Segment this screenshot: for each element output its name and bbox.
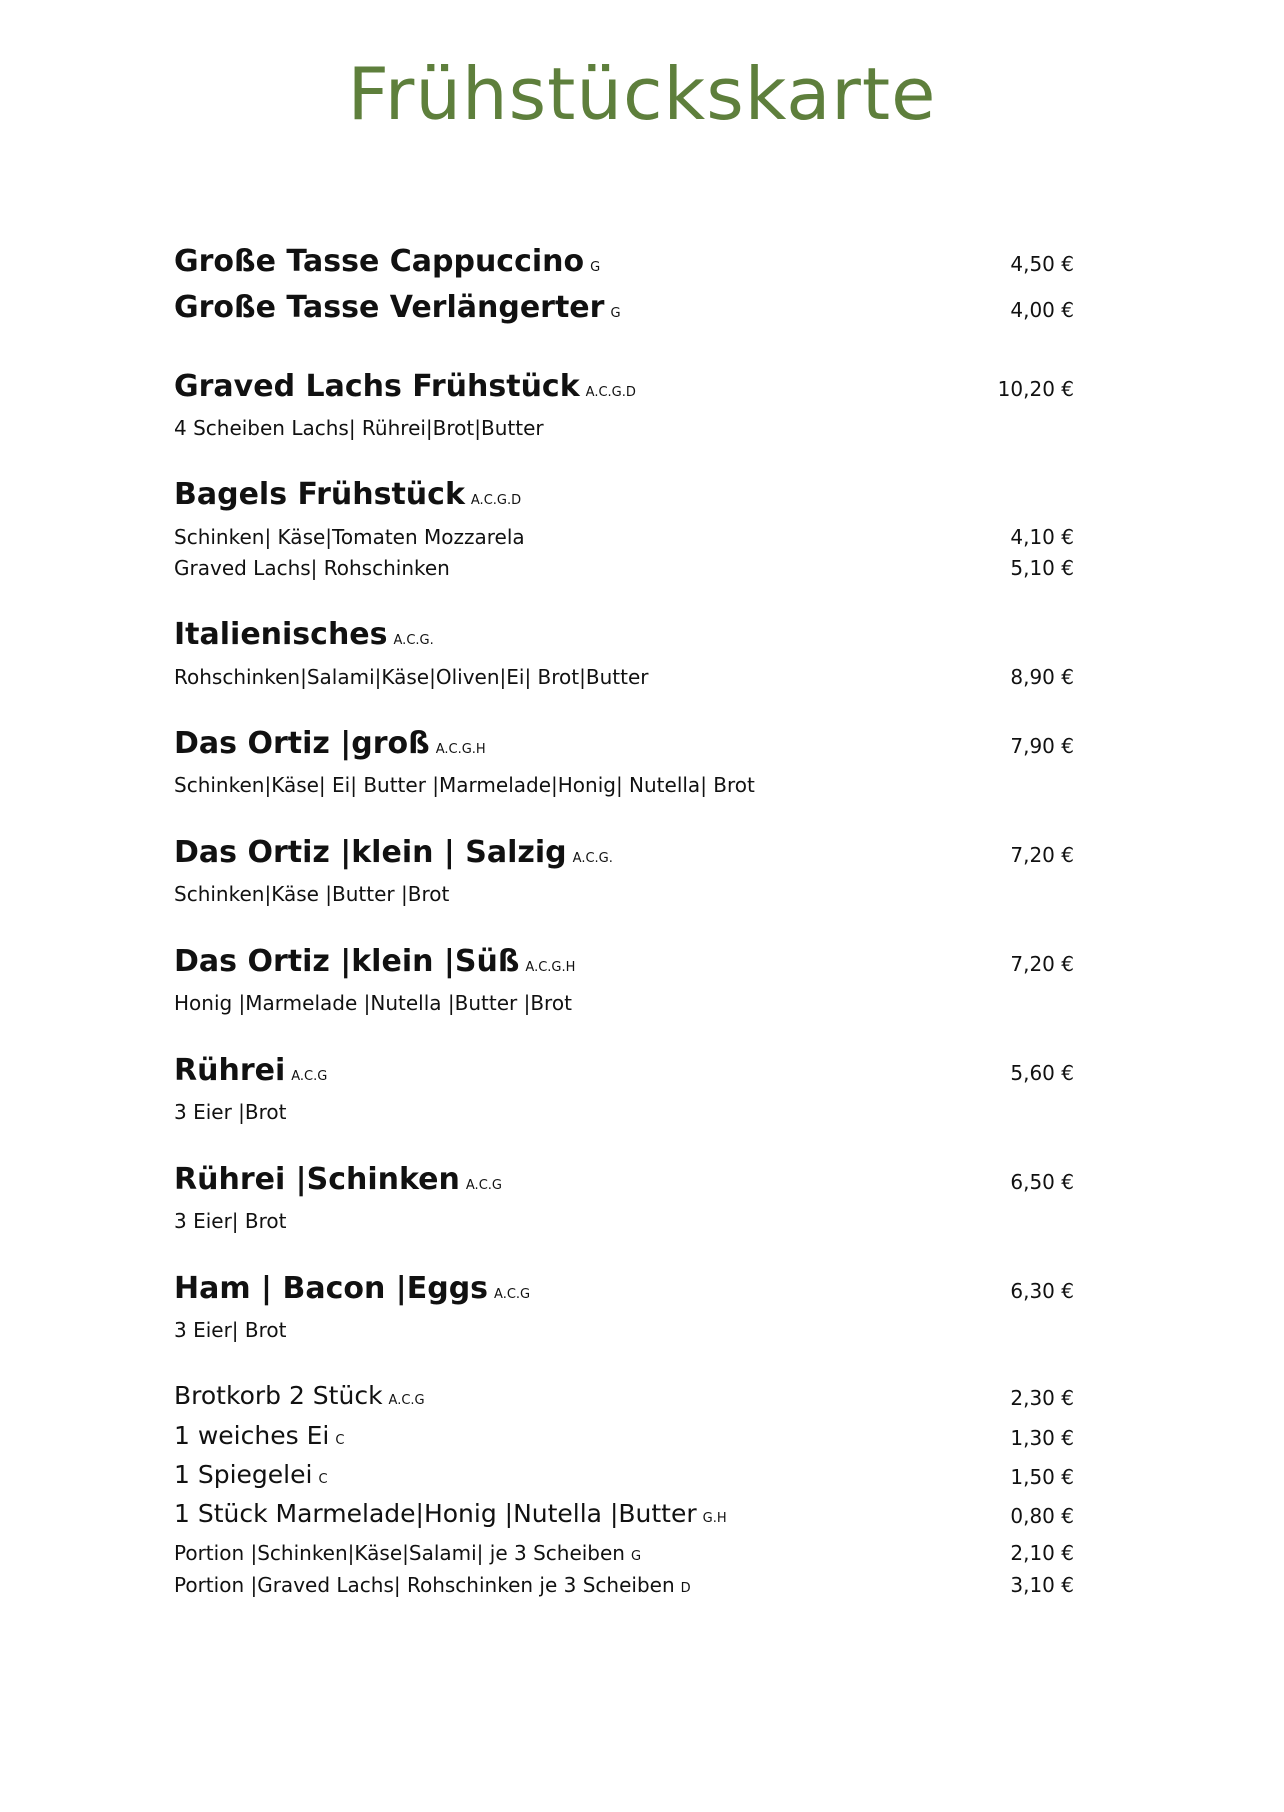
item-price: 5,60 €: [1010, 1061, 1074, 1085]
item-name-text: Brotkorb 2 Stück: [174, 1381, 383, 1410]
item-name-text: Honig |Marmelade |Nutella |Butter |Brot: [174, 991, 572, 1015]
item-name-text: Das Ortiz |groß: [174, 726, 430, 761]
allergen-code: A.C.G.H: [435, 742, 486, 757]
item-name-text: Große Tasse Verlängerter: [174, 290, 605, 325]
page-title: Frühstückskarte: [347, 52, 937, 136]
item-name: [174, 1162, 502, 1197]
item-name: [174, 525, 525, 549]
item-price: 4,10 €: [1010, 525, 1074, 549]
item-name: [174, 665, 648, 689]
item-name: [174, 290, 621, 325]
item-name-text: 3 Eier |Brot: [174, 1100, 287, 1124]
menu-item-row: [0, 1209, 1284, 1249]
item-name-text: Graved Lachs Frühstück: [174, 369, 580, 404]
item-name-text: Das Ortiz |klein | Salzig: [174, 835, 567, 870]
menu-item-row: [0, 1499, 1284, 1539]
item-name: [174, 726, 486, 761]
item-name: [174, 882, 449, 906]
item-name: [174, 835, 613, 870]
menu-item-row: [0, 369, 1284, 409]
item-name-text: Schinken| Käse|Tomaten Mozzarela: [174, 525, 525, 549]
item-price: 3,10 €: [1010, 1573, 1074, 1597]
item-name-text: Portion |Schinken|Käse|Salami| je 3 Scheiben: [174, 1541, 625, 1565]
item-name: [174, 1460, 328, 1489]
item-name: [174, 944, 575, 979]
item-name-text: Rührei |Schinken: [174, 1162, 460, 1197]
item-name: [174, 1318, 286, 1342]
allergen-code: C: [335, 1433, 345, 1448]
item-name: [174, 1053, 327, 1088]
item-name: [174, 477, 521, 512]
item-name-text: Große Tasse Cappuccino: [174, 244, 585, 279]
item-name-text: Rührei: [174, 1053, 286, 1088]
menu-item-row: [0, 556, 1284, 596]
item-price: 1,30 €: [1010, 1426, 1074, 1450]
menu-item-row: [0, 477, 1284, 517]
menu-item-row: [0, 665, 1284, 705]
item-name: [174, 556, 450, 580]
allergen-code: A.C.G.D: [585, 385, 636, 400]
item-price: 0,80 €: [1010, 1504, 1074, 1528]
menu-item-row: [0, 416, 1284, 456]
menu-item-row: [0, 1460, 1284, 1500]
item-name: [174, 244, 600, 279]
item-price: 1,50 €: [1010, 1465, 1074, 1489]
item-name-text: Das Ortiz |klein |Süß: [174, 944, 520, 979]
item-name-text: 1 Spiegelei: [174, 1460, 313, 1489]
item-price: 7,20 €: [1010, 952, 1074, 976]
menu-item-row: [0, 1053, 1284, 1093]
menu-item-row: [0, 290, 1284, 330]
item-name: [174, 369, 636, 404]
item-name-text: 3 Eier| Brot: [174, 1318, 287, 1342]
menu-item-row: [0, 1100, 1284, 1140]
item-name-text: Ham | Bacon |Eggs: [174, 1271, 489, 1306]
allergen-code: A.C.G: [465, 1178, 502, 1193]
item-name-text: 1 Stück Marmelade|Honig |Nutella |Butter: [174, 1499, 697, 1528]
item-name-text: Rohschinken|Salami|Käse|Oliven|Ei| Brot|Butter: [174, 665, 649, 689]
menu-item-row: [0, 617, 1284, 657]
item-name-text: Graved Lachs| Rohschinken: [174, 556, 450, 580]
allergen-code: C: [318, 1472, 328, 1487]
item-name-text: Schinken|Käse| Ei| Butter |Marmelade|Honig| Nutella| Brot: [174, 773, 755, 797]
item-name-text: Portion |Graved Lachs| Rohschinken je 3 Scheiben: [174, 1573, 675, 1597]
menu-item-row: [0, 944, 1284, 984]
menu-item-row: [0, 773, 1284, 813]
allergen-code: A.C.G.: [572, 851, 613, 866]
item-name-text: 1 weiches Ei: [174, 1421, 330, 1450]
item-price: 8,90 €: [1010, 665, 1074, 689]
item-name: [174, 991, 572, 1015]
item-price: 6,50 €: [1010, 1170, 1074, 1194]
item-name: [174, 1209, 286, 1233]
item-price: 6,30 €: [1010, 1279, 1074, 1303]
allergen-code: G: [590, 260, 601, 275]
allergen-code: A.C.G.D: [470, 493, 522, 508]
item-name-text: 4 Scheiben Lachs| Rührei|Brot|Butter: [174, 416, 544, 440]
menu-item-row: [0, 1573, 1284, 1613]
item-name: [174, 1271, 530, 1306]
item-name: [174, 416, 544, 440]
item-price: 4,50 €: [1010, 252, 1074, 276]
allergen-code: A.C.G: [388, 1393, 425, 1408]
item-name: [174, 773, 755, 797]
menu-item-row: [0, 1162, 1284, 1202]
allergen-code: G: [610, 306, 621, 321]
item-name-text: Schinken|Käse |Butter |Brot: [174, 882, 450, 906]
menu-item-row: [0, 835, 1284, 875]
allergen-code: A.C.G: [494, 1287, 531, 1302]
menu-item-row: [0, 1271, 1284, 1311]
menu-item-row: [0, 991, 1284, 1031]
menu-item-row: [0, 726, 1284, 766]
allergen-code: G.H: [702, 1511, 727, 1526]
menu-item-row: [0, 1421, 1284, 1461]
menu-item-row: [0, 882, 1284, 922]
item-price: 5,10 €: [1010, 556, 1074, 580]
item-price: 4,00 €: [1010, 298, 1074, 322]
item-price: 7,90 €: [1010, 734, 1074, 758]
item-name: [174, 1381, 425, 1410]
allergen-code: A.C.G.: [393, 633, 434, 648]
allergen-code: A.C.G: [291, 1069, 328, 1084]
item-name: [174, 1573, 691, 1597]
menu-item-row: [0, 1318, 1284, 1358]
item-name-text: Italienisches: [174, 617, 388, 652]
item-name: [174, 1100, 286, 1124]
allergen-code: G: [631, 1549, 642, 1564]
item-name: [174, 1541, 641, 1565]
menu-item-row: [0, 244, 1284, 284]
menu-item-row: [0, 1381, 1284, 1421]
allergen-code: A.C.G.H: [525, 960, 576, 975]
item-name-text: 3 Eier| Brot: [174, 1209, 287, 1233]
allergen-code: D: [680, 1581, 691, 1596]
item-price: 7,20 €: [1010, 843, 1074, 867]
item-name: [174, 1499, 727, 1528]
item-price: 2,10 €: [1010, 1541, 1074, 1565]
item-name-text: Bagels Frühstück: [174, 477, 465, 512]
item-price: 2,30 €: [1010, 1386, 1074, 1410]
item-name: [174, 617, 434, 652]
item-price: 10,20 €: [997, 377, 1074, 401]
item-name: [174, 1421, 344, 1450]
